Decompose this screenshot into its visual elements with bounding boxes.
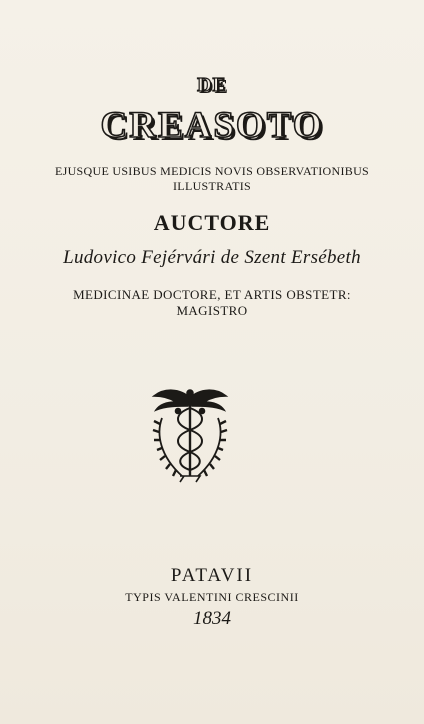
caduceus-wreath-icon	[150, 384, 230, 484]
author-name: Ludovico Fejérvári de Szent Ersébeth	[63, 247, 361, 268]
printer-name: TYPIS VALENTINI CRESCINII	[125, 590, 299, 604]
title-de: DE	[197, 74, 227, 96]
title-creasoto: CREASOTO	[100, 105, 324, 146]
place-of-printing: PATAVII	[170, 565, 254, 586]
auctore-heading: AUCTORE	[153, 210, 271, 235]
publication-year: 1834	[193, 608, 231, 629]
bleed-through-text	[0, 318, 424, 329]
degree-line-1: MEDICINAE DOCTORE, ET ARTIS OBSTETR:	[73, 287, 351, 302]
subtitle-line-1: EJUSQUE USIBUS MEDICIS NOVIS OBSERVATIONIBUS	[54, 164, 370, 178]
degree-line-2: MAGISTRO	[176, 303, 248, 318]
subtitle-line-2: ILLUSTRATIS	[173, 179, 251, 193]
